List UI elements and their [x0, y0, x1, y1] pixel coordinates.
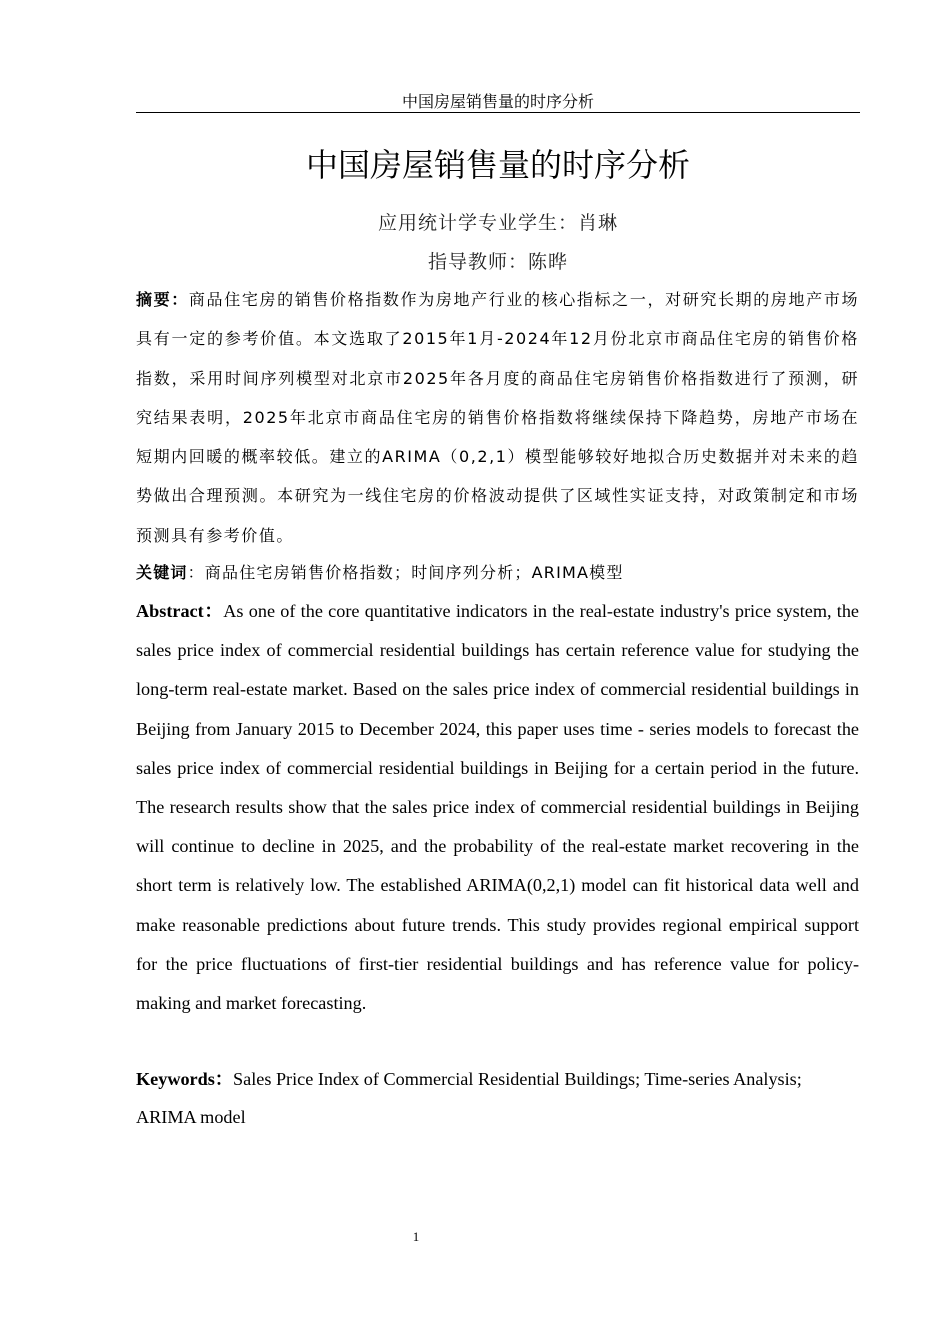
abstract-zh [136, 280, 859, 555]
abstract-en-text: As one of the core quantitative indicators in the real-estate industry's price system, the sales price index of commercial residential buildings has certain reference value for studying the long-term real-estate market. Based on the sales price index of commercial residential buildings in Beijing from January 2015 to December 2024, this paper uses time - series models to forecast the sales price index of commercial residential buildings in Beijing for a certain period in the future. The research results show that the sales price index of commercial residential buildings in Beijing will continue to decline in 2025, and the probability of the real-estate market recovering in the short term is relatively low. The established ARIMA(0,2,1) model can fit historical data well and make reasonable predictions about future trends. This study provides regional empirical support for the price fluctuations of first-tier residential buildings and has reference value for policy-making and market forecasting. [136, 601, 860, 1014]
abstract-en-label: Abstract： [136, 601, 224, 621]
paper-title: 中国房屋销售量的时序分析 [305, 146, 690, 184]
page-number: 1 [412, 1229, 420, 1244]
keywords-en [136, 1060, 859, 1136]
header-rule [136, 112, 860, 113]
keywords-en-label: Keywords： [136, 1069, 233, 1089]
abstract-en [136, 592, 859, 1023]
keywords-zh-text: ：商品住宅房销售价格指数；时间序列分析；ARIMA模型 [187, 563, 624, 582]
abstract-zh-label: 摘要： [136, 290, 189, 309]
abstract-zh-text: 商品住宅房的销售价格指数作为房地产行业的核心指标之一，对研究长期的房地产市场具有一定的参考价值。本文选取了2015年1月-2024年12月份北京市商品住宅房的销售价格指数，采用时间序列模型对北京市2025年各月度的商品住宅房销售价格指数进行了预测，研究结果表明，2025年北京市商品住宅房的销售价格指数将继续保持下降趋势，房地产市场在短期内回暖的概率较低。建立的ARIMA（0,2,1）模型能够较好地拟合历史数据并对未来的趋势做出合理预测。本研究为一线住宅房的价格波动提供了区域性实证支持，对政策制定和市场预测具有参考价值。 [136, 290, 860, 545]
keywords-zh-label: 关键词 [136, 563, 188, 582]
author-student: 应用统计学专业学生：肖琳 [377, 212, 618, 234]
author-advisor: 指导教师：陈晔 [427, 251, 568, 273]
keywords-zh [136, 553, 859, 592]
keywords-en-text: Sales Price Index of Commercial Residential Buildings; Time-series Analysis; ARIMA model [136, 1069, 802, 1127]
running-header: 中国房屋销售量的时序分析 [401, 92, 594, 111]
